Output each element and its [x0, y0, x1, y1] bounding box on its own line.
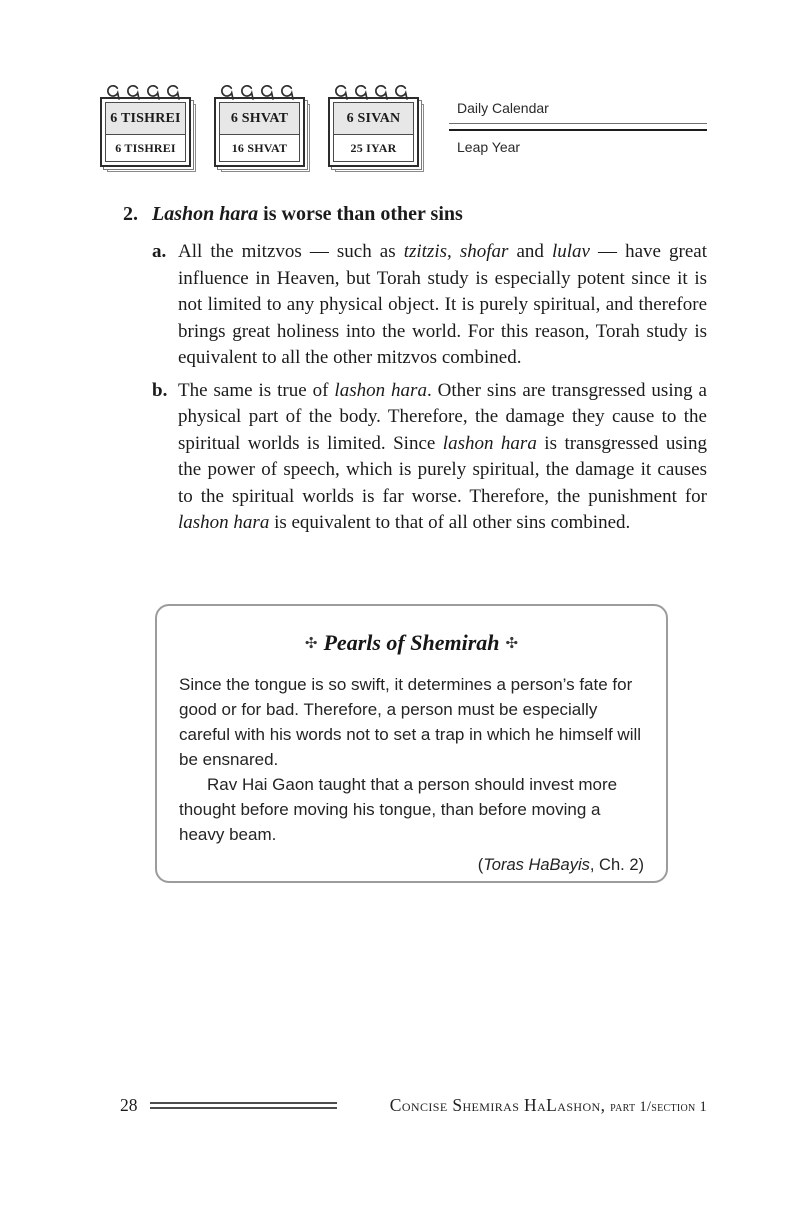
legend-divider-thick — [449, 129, 707, 131]
list-item-text: The same is true of lashon hara. Other sins are transgressed using a physical part of the body. Therefore, the damage they cause to the spiritual worlds is limited. Since lashon hara is transgressed using the power of speech, which is purely spiritual, the damage it causes to the spiritual worlds is far worse. Therefore, the punishment for lashon hara is equivalent to that of all other sins combined. — [178, 379, 708, 533]
list-item-marker: a. — [152, 241, 167, 262]
calendar-date-secondary: 25 IYAR — [333, 135, 414, 162]
legend-label-daily-calendar: Daily Calendar — [457, 100, 549, 116]
section-lashon-hara — [123, 203, 707, 543]
section-heading — [123, 203, 707, 226]
pearls-box-body — [179, 672, 644, 847]
calendar-card-sivan — [328, 84, 419, 167]
page-footer — [120, 1095, 707, 1116]
list-item-text: All the mitzvos — such as tzitzis, shofar and lulav — have great influence in Heaven, but Torah study is especially potent since it is not limited to any physical object. It is purely spiritual, and therefore brings great holiness into the world. For this reason, Torah study is equivalent to all the other mitzvos combined. — [178, 241, 708, 368]
footer-book-title — [346, 1095, 707, 1116]
section-number: 2. — [123, 203, 138, 225]
calendar-cards-row — [100, 84, 419, 167]
binder-rings-icon — [105, 84, 187, 102]
fleuron-icon: ✣ — [304, 636, 318, 652]
footer-title-part: part 1/section 1 — [610, 1099, 707, 1115]
calendar-date-secondary: 6 TISHREI — [105, 135, 186, 162]
pearls-box-title — [179, 630, 644, 656]
fleuron-icon: ✣ — [505, 636, 519, 652]
legend-divider-thin — [449, 123, 707, 124]
binder-rings-icon — [219, 84, 301, 102]
calendar-card-body — [100, 97, 191, 167]
footer-title-main: Concise Shemiras HaLashon, — [389, 1095, 611, 1115]
list-item-marker: b. — [152, 379, 168, 401]
pearls-of-shemirah-box — [155, 604, 668, 883]
calendar-card-shvat — [214, 84, 305, 167]
calendar-date-primary: 6 TISHREI — [105, 102, 186, 135]
calendar-legend — [449, 100, 707, 155]
calendar-card-body — [214, 97, 305, 167]
pearls-paragraph: Since the tongue is so swift, it determines a person’s fate for good or for bad. Therefore, a person must be especially careful with his words not to set a trap in which he himself will be ensnared. — [179, 675, 642, 769]
calendar-card-tishrei — [100, 84, 191, 167]
list-item-a — [123, 239, 707, 372]
pearls-title-text: Pearls of Shemirah — [323, 630, 500, 655]
footer-double-rule — [150, 1102, 337, 1109]
binder-rings-icon — [333, 84, 415, 102]
list-item-b — [123, 378, 707, 537]
section-title: Lashon hara is worse than other sins — [152, 203, 463, 225]
pearls-attribution: (Toras HaBayis, Ch. 2) — [477, 856, 644, 874]
calendar-date-primary: 6 SHVAT — [219, 102, 300, 135]
page-number: 28 — [120, 1095, 138, 1115]
pearls-paragraph: Rav Hai Gaon taught that a person should invest more thought before moving his tongue, than before moving a heavy beam. — [179, 775, 618, 844]
calendar-date-secondary: 16 SHVAT — [219, 135, 300, 162]
calendar-date-primary: 6 SIVAN — [333, 102, 414, 135]
calendar-card-body — [328, 97, 419, 167]
legend-label-leap-year: Leap Year — [457, 139, 521, 155]
